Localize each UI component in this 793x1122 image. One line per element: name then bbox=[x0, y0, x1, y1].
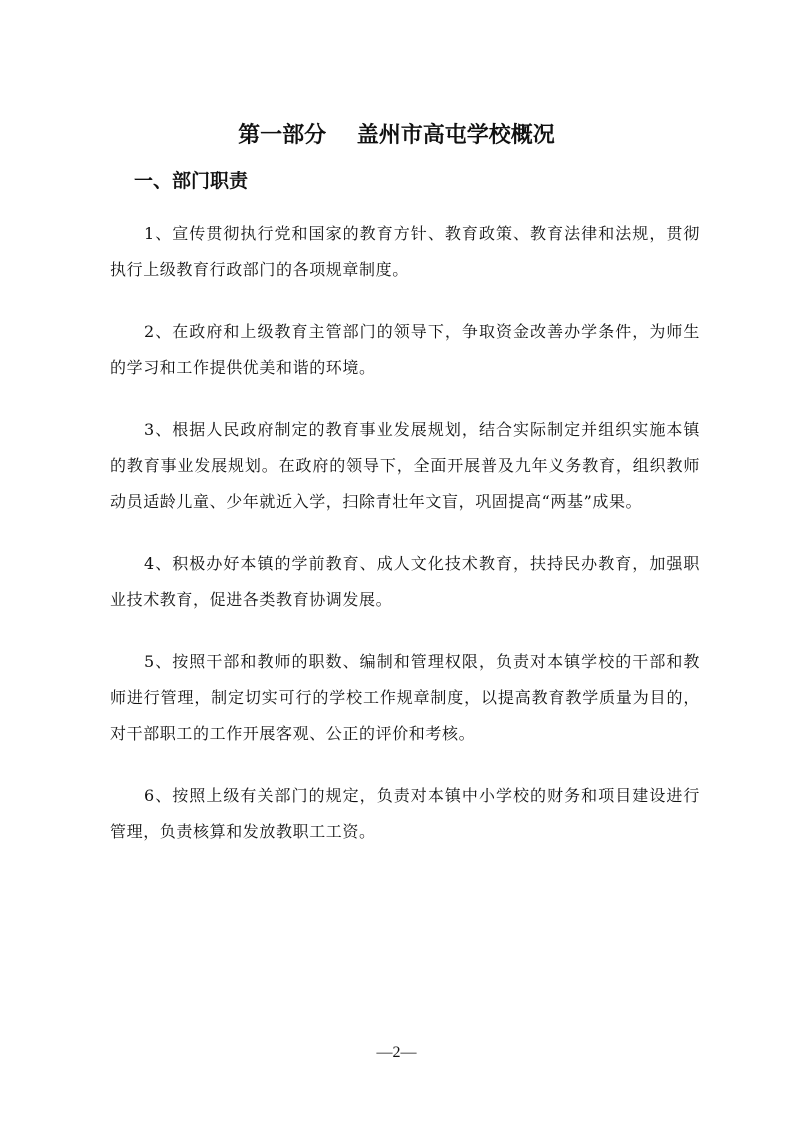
section-heading: 一、部门职责 bbox=[134, 170, 249, 192]
duty-item-6: 6、按照上级有关部门的规定，负责对本镇中小学校的财务和项目建设进行管理，负责核算和发放教职工工资。 bbox=[110, 786, 700, 841]
page-title: 第一部分 盖州市高屯学校概况 bbox=[238, 123, 555, 148]
page-number: —2— bbox=[376, 1044, 417, 1061]
duty-list bbox=[110, 216, 700, 876]
duty-item-3: 3、根据人民政府制定的教育事业发展规划，结合实际制定并组织实施本镇的教育事业发展规划。在政府的领导下，全面开展普及九年义务教育，组织教师动员适龄儿童、少年就近入学，扫除青壮年文盲，巩固提高“两基”成果。 bbox=[110, 420, 700, 511]
duty-item-1: 1、宣传贯彻执行党和国家的教育方针、教育政策、教育法律和法规，贯彻执行上级教育行政部门的各项规章制度。 bbox=[110, 224, 700, 279]
duty-item-2: 2、在政府和上级教育主管部门的领导下，争取资金改善办学条件，为师生的学习和工作提供优美和谐的环境。 bbox=[110, 322, 700, 377]
duty-item-5: 5、按照干部和教师的职数、编制和管理权限，负责对本镇学校的干部和教师进行管理，制定切实可行的学校工作规章制度，以提高教育教学质量为目的，对干部职工的工作开展客观、公正的评价和考核。 bbox=[110, 652, 700, 743]
duty-item-4: 4、积极办好本镇的学前教育、成人文化技术教育，扶持民办教育，加强职业技术教育，促进各类教育协调发展。 bbox=[110, 554, 700, 609]
